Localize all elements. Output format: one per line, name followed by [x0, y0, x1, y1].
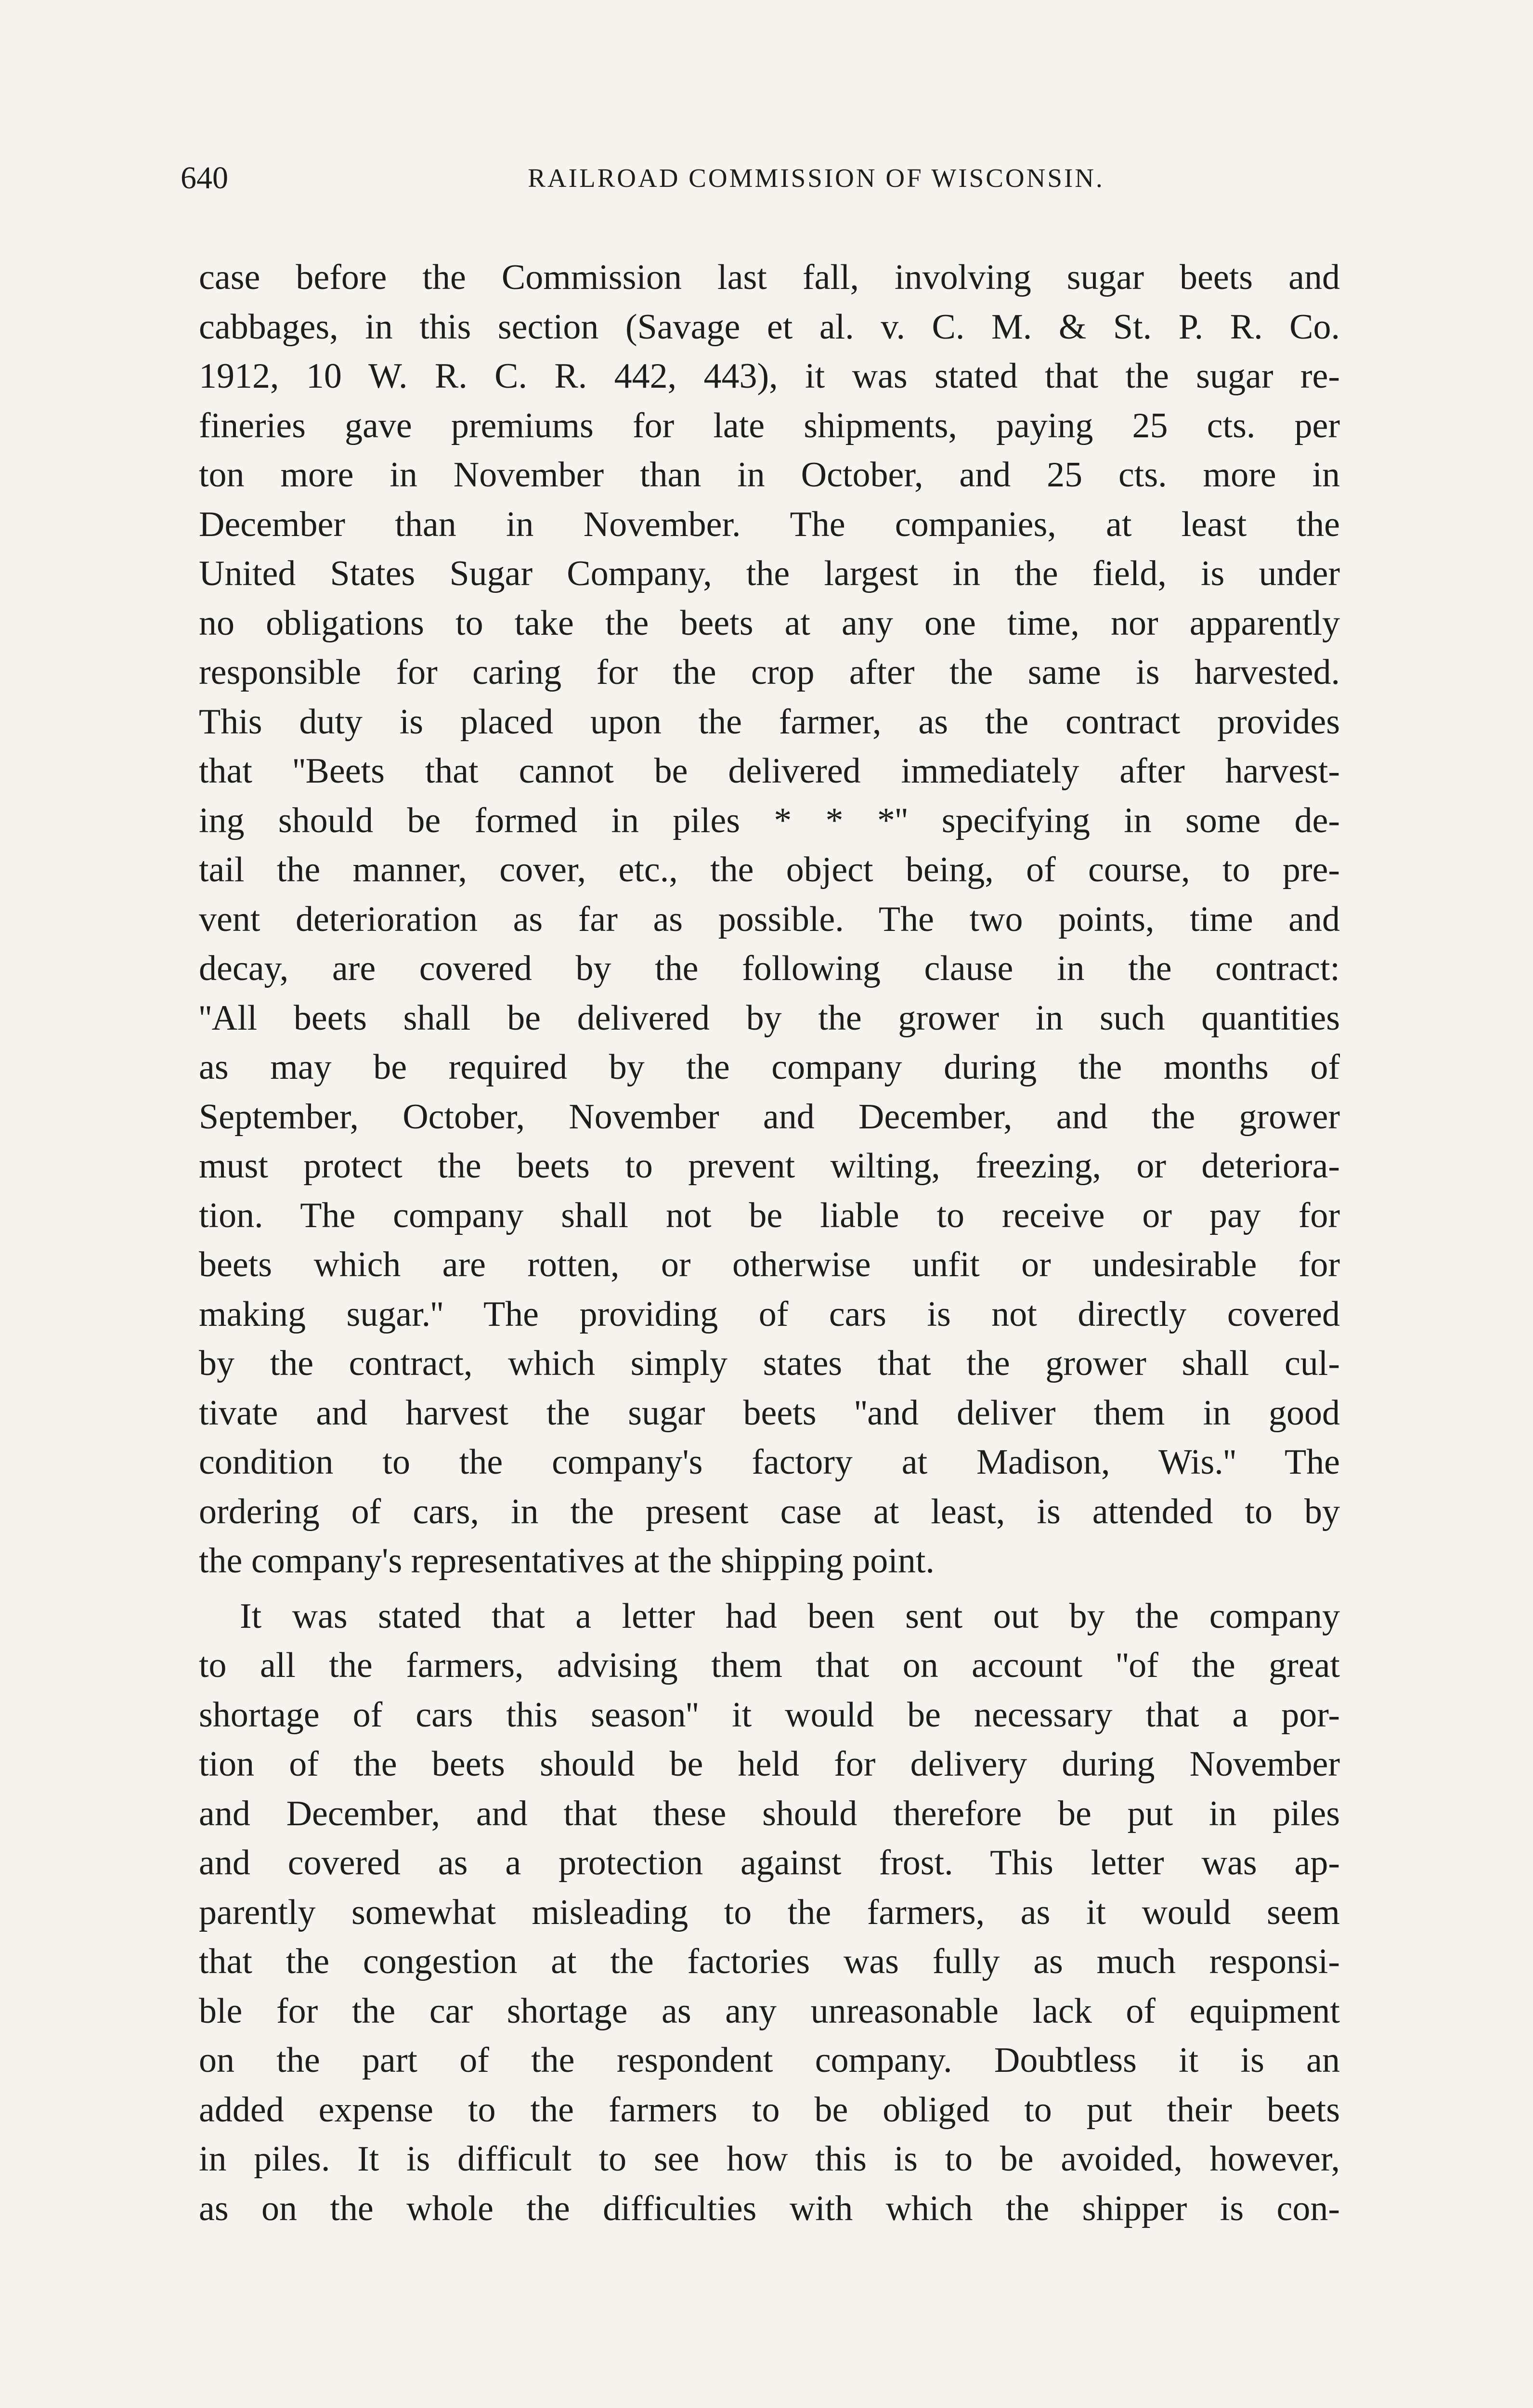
text-line: ''All beets shall be delivered by the grower in such quantities — [199, 998, 1340, 1038]
text-line: and covered as a protection against frost. This letter was ap- — [199, 1843, 1340, 1883]
text-line: by the contract, which simply states that the grower shall cul- — [199, 1344, 1340, 1383]
text-line: beets which are rotten, or otherwise unfit or undesirable for — [199, 1245, 1340, 1284]
text-line: tion. The company shall not be liable to receive or pay for — [199, 1195, 1340, 1235]
text-line: vent deterioration as far as possible. The two points, time and — [199, 899, 1340, 939]
text-line: ing should be formed in piles * * *'' specifying in some de- — [199, 800, 1340, 840]
text-line: added expense to the farmers to be obliged to put their beets — [199, 2090, 1340, 2130]
text-line: as on the whole the difficulties with which the shipper is con- — [199, 2188, 1340, 2228]
text-line: tion of the beets should be held for delivery during November — [199, 1744, 1340, 1784]
text-line: ble for the car shortage as any unreasonable lack of equipment — [199, 1991, 1340, 2031]
text-line: that the congestion at the factories was fully as much responsi- — [199, 1942, 1340, 1981]
page-number: 640 — [181, 160, 228, 196]
text-line: on the part of the respondent company. Doubtless it is an — [199, 2041, 1340, 2080]
text-line: and December, and that these should therefore be put in piles — [199, 1793, 1340, 1833]
text-line: must protect the beets to prevent wilting, freezing, or deteriora- — [199, 1146, 1340, 1186]
text-line: in piles. It is difficult to see how this is to be avoided, however, — [199, 2139, 1340, 2179]
text-line: September, October, November and December, and the grower — [199, 1097, 1340, 1137]
text-line: that ''Beets that cannot be delivered immediately after harvest- — [199, 751, 1340, 791]
text-line: as may be required by the company during the months of — [199, 1047, 1340, 1087]
text-line: ordering of cars, in the present case at least, is attended to by — [199, 1492, 1340, 1531]
text-line: ton more in November than in October, and 25 cts. more in — [199, 455, 1340, 495]
text-line: decay, are covered by the following clause in the contract: — [199, 949, 1340, 988]
text-line: 1912, 10 W. R. C. R. 442, 443), it was stated that the sugar re- — [199, 356, 1340, 396]
text-line: United States Sugar Company, the largest in the field, is under — [199, 554, 1340, 593]
running-head — [181, 157, 1355, 200]
text-line: making sugar.'' The providing of cars is not directly covered — [199, 1294, 1340, 1334]
text-line: parently somewhat misleading to the farmers, as it would seem — [199, 1892, 1340, 1932]
text-line: This duty is placed upon the farmer, as the contract provides — [199, 702, 1340, 742]
text-line: December than in November. The companies, at least the — [199, 504, 1340, 544]
text-line: condition to the company's factory at Madison, Wis.'' The — [199, 1442, 1340, 1482]
text-line: case before the Commission last fall, involving sugar beets and — [199, 258, 1340, 297]
text-line: tail the manner, cover, etc., the object being, of course, to pre- — [199, 850, 1340, 890]
text-line: It was stated that a letter had been sent out by the company — [240, 1596, 1340, 1636]
text-line: tivate and harvest the sugar beets ''and deliver them in good — [199, 1393, 1340, 1433]
text-line: the company's representatives at the shipping point. — [199, 1541, 935, 1581]
running-title: RAILROAD COMMISSION OF WISCONSIN. — [528, 163, 1104, 193]
text-line: responsible for caring for the crop after the same is harvested. — [199, 653, 1340, 692]
text-line: no obligations to take the beets at any one time, nor apparently — [199, 603, 1340, 643]
body-text — [199, 253, 1340, 2233]
text-line: cabbages, in this section (Savage et al. v. C. M. & St. P. R. Co. — [199, 307, 1340, 347]
text-line: shortage of cars this season'' it would be necessary that a por- — [199, 1695, 1340, 1735]
text-line: to all the farmers, advising them that on account ''of the great — [199, 1646, 1340, 1685]
text-line: fineries gave premiums for late shipments, paying 25 cts. per — [199, 406, 1340, 445]
